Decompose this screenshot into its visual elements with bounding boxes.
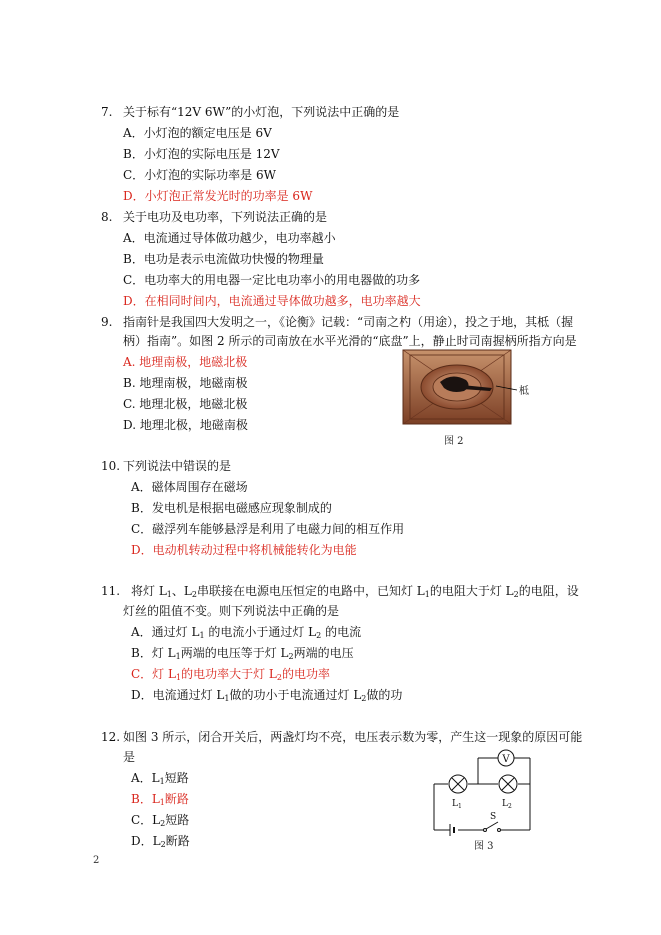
lamp-2-label: $L_2$ [502, 799, 512, 810]
question-stem: 关于电功及电功率，下列说法正确的是 [123, 210, 328, 224]
option-b-answer: B．$L_1$断路 [131, 792, 189, 807]
option-d: D. 地理北极，地磁南极 [123, 418, 248, 432]
lamp-1-icon [449, 775, 467, 793]
option-c-answer: C．灯 $L_1$的电功率大于灯 $L_2$的电功率 [131, 667, 330, 682]
option-d-answer: D．在相同时间内，电流通过导体做功越多，电功率越大 [123, 294, 421, 308]
switch-icon [484, 822, 501, 832]
figure-2-caption: 图 2 [444, 436, 464, 447]
sinan-compass-figure [400, 348, 540, 430]
option-a: A．通过灯 $L_1$ 的电流小于通过灯 $L_2$ 的电流 [131, 625, 362, 640]
lamp-2-icon [499, 775, 517, 793]
option-c: C．磁浮列车能够悬浮是利用了电磁力间的相互作用 [131, 522, 405, 536]
question-number: 8. [101, 210, 113, 224]
option-d: D．电流通过灯 $L_1$做的功小于电流通过灯 $L_2$做的功 [131, 688, 403, 703]
option-a: A．电流通过导体做功越少，电功率越小 [123, 231, 336, 245]
option-c: C．电功率大的用电器一定比电功率小的用电器做的功多 [123, 273, 421, 287]
option-a-answer: A. 地理南极，地磁北极 [123, 355, 248, 369]
option-b: B. 地理南极，地磁南极 [123, 376, 248, 390]
question-stem-line-2: 灯丝的阻值不变。则下列说法中正确的是 [123, 604, 340, 618]
question-number: 11. [101, 584, 121, 598]
option-d-answer: D．电动机转动过程中将机械能转化为电能 [131, 543, 357, 557]
circuit-diagram [428, 748, 538, 836]
question-stem: 下列说法中错误的是 [123, 459, 232, 473]
voltmeter-label: V [502, 754, 510, 765]
option-b: B．小灯泡的实际电压是 12V [123, 147, 280, 161]
option-b: B．电功是表示电流做功快慢的物理量 [123, 252, 324, 266]
page-number: 2 [93, 855, 100, 866]
question-number: 12. [101, 730, 121, 744]
figure-3-caption: 图 3 [474, 841, 494, 852]
option-d-answer: D．小灯泡正常发光时的功率是 6W [123, 189, 313, 203]
figure-handle-label: 柢 [519, 386, 529, 397]
option-b: B．发电机是根据电磁感应现象制成的 [131, 501, 332, 515]
option-a: A．小灯泡的额定电压是 6V [123, 126, 272, 140]
option-d: D．$L_2$断路 [131, 834, 190, 849]
option-c: C．小灯泡的实际功率是 6W [123, 168, 276, 182]
option-c: C．$L_2$短路 [131, 813, 190, 828]
option-a: A．磁体周围存在磁场 [131, 480, 248, 494]
question-number: 10. [101, 459, 121, 473]
voltmeter-icon [498, 750, 514, 766]
question-stem-line-1: 如图 3 所示，闭合开关后，两盏灯均不亮，电压表示数为零，产生这一现象的原因可能 [123, 730, 583, 744]
question-stem-line-2: 柄）指南”。如图 2 所示的司南放在水平光滑的“底盘”上，静止时司南握柄所指方向是 [123, 334, 577, 348]
question-stem-line-2: 是 [123, 750, 136, 764]
question-number: 7. [101, 105, 113, 119]
question-stem: 关于标有“12V 6W”的小灯泡，下列说法中正确的是 [123, 105, 400, 119]
battery-icon [450, 824, 454, 836]
switch-label: S [490, 812, 497, 822]
lamp-1-label: $L_1$ [452, 799, 462, 810]
option-c: C. 地理北极，地磁北极 [123, 397, 248, 411]
option-b: B．灯 $L_1$两端的电压等于灯 $L_2$两端的电压 [131, 646, 354, 661]
option-a: A．$L_1$短路 [131, 771, 189, 786]
question-stem-line-1: 将灯 $L_1$、$L_2$串联接在电源电压恒定的电路中，已知灯 $L_1$的电阻大于灯 $L_2$的电阻，设 [131, 584, 579, 599]
question-stem-line-1: 指南针是我国四大发明之一，《论衡》记载：“司南之杓（用途），投之于地，其柢（握 [123, 315, 574, 329]
question-number: 9. [101, 315, 113, 329]
